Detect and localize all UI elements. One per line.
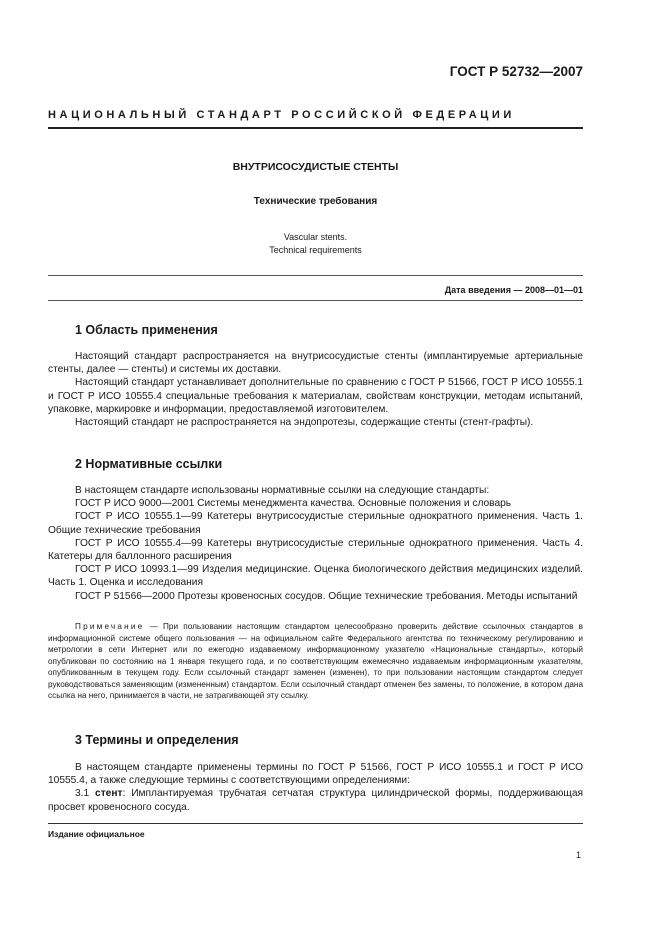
reference-entry: ГОСТ Р 51566—2000 Протезы кровеносных сосудов. Общие технические требования. Методы испытаний (75, 590, 578, 602)
section-1-paragraph: Настоящий стандарт не распространяется на эндопротезы, содержащие стенты (стент-графты). (75, 417, 534, 429)
date-rule-top (48, 275, 583, 276)
introduction-date: Дата введения — 2008—01—01 (444, 285, 583, 295)
document-id: ГОСТ Р 52732—2007 (449, 64, 583, 79)
section-3-paragraph: В настоящем стандарте применены термины по ГОСТ Р 51566, ГОСТ Р ИСО 10555.1 и ГОСТ Р ИСО 10555.4, а также следующие термины с соответствующими определениями: (48, 762, 583, 787)
term-number: 3.1 (75, 788, 96, 800)
section-2-heading: 2 Нормативные ссылки (75, 457, 223, 471)
reference-entry: ГОСТ Р ИСО 9000—2001 Системы менеджмента качества. Основные положения и словарь (75, 498, 512, 510)
section-1-paragraph: Настоящий стандарт устанавливает дополнительные по сравнению с ГОСТ Р 51566, ГОСТ Р ИСО 10555.1 и ГОСТ Р ИСО 10555.4 специальные требования к материалам, свойствам конструкции, методам испытаний, упаковке, маркировке и информации, предоставляемой изготовителем. (48, 377, 583, 415)
document-subtitle: Технические требования (253, 196, 378, 207)
note-text: — При пользовании настоящим стандартом целесообразно проверить действие ссылочных стандартов в информационной системе общего пользования — на официальном сайте Федерального агентства по техническому регулированию и метрологии в сети Интернет или по ежегодно издаваемому информационному указателю «Национальные стандарты», который опубликован по состоянию на 1 января текущего года, и по соответствующим ежемесячно издаваемым информационным указателям, опубликованным в текущем году. Если ссылочный стандарт заменен (изменен), то при пользовании настоящим стандартом следует руководствоваться заменяющим (измененным) стандартом. Если ссылочный стандарт отменен без замены, то положение, в котором дана ссылка на него, принимается в части, не затрагивающей эту ссылку. (48, 622, 583, 700)
english-title-line-2: Technical requirements (269, 245, 362, 255)
section-1-paragraph: Настоящий стандарт распространяется на внутрисосудистые стенты (имплантируемые артериальные стенты, далее — стенты) и системы их доставки. (48, 351, 583, 376)
section-1-heading: 1 Область применения (75, 323, 218, 337)
english-title-line-1: Vascular stents. (283, 232, 348, 242)
section-1-body (48, 350, 583, 429)
reference-entry: ГОСТ Р ИСО 10993.1—99 Изделия медицинские. Оценка биологического действия медицинских изделий. Часть 1. Оценка и исследования (48, 564, 583, 589)
term-text: : Имплантируемая трубчатая сетчатая структура цилиндрической формы, поддерживающая просвет кровеносного сосуда. (48, 788, 584, 813)
section-3-body (48, 761, 583, 814)
page-number: 1 (575, 850, 581, 860)
reference-entry: ГОСТ Р ИСО 10555.4—99 Катетеры внутрисосудистые стерильные однократного применения. Часть 4. Катетеры для баллонного расширения (48, 537, 583, 563)
section-3-heading: 3 Термины и определения (75, 733, 239, 747)
term-name: стент (95, 788, 123, 800)
footer-rule (48, 823, 583, 824)
document-title: ВНУТРИСОСУДИСТЫЕ СТЕНТЫ (232, 161, 399, 173)
header-rule (48, 127, 583, 129)
english-title (48, 231, 583, 257)
section-2-body (48, 484, 583, 603)
date-rule-bottom (48, 300, 583, 301)
national-standard-banner: НАЦИОНАЛЬНЫЙ СТАНДАРТ РОССИЙСКОЙ ФЕДЕРАЦИИ (48, 109, 515, 121)
section-2-paragraph: В настоящем стандарте использованы нормативные ссылки на следующие стандарты: (75, 485, 490, 496)
note-label: Примечание (75, 622, 145, 631)
term-definition (48, 787, 583, 813)
note-block (48, 621, 583, 702)
reference-entry: ГОСТ Р ИСО 10555.1—99 Катетеры внутрисосудистые стерильные однократного применения. Часть 1. Общие технические требования (48, 511, 583, 536)
official-edition-label: Издание официальное (48, 829, 145, 839)
